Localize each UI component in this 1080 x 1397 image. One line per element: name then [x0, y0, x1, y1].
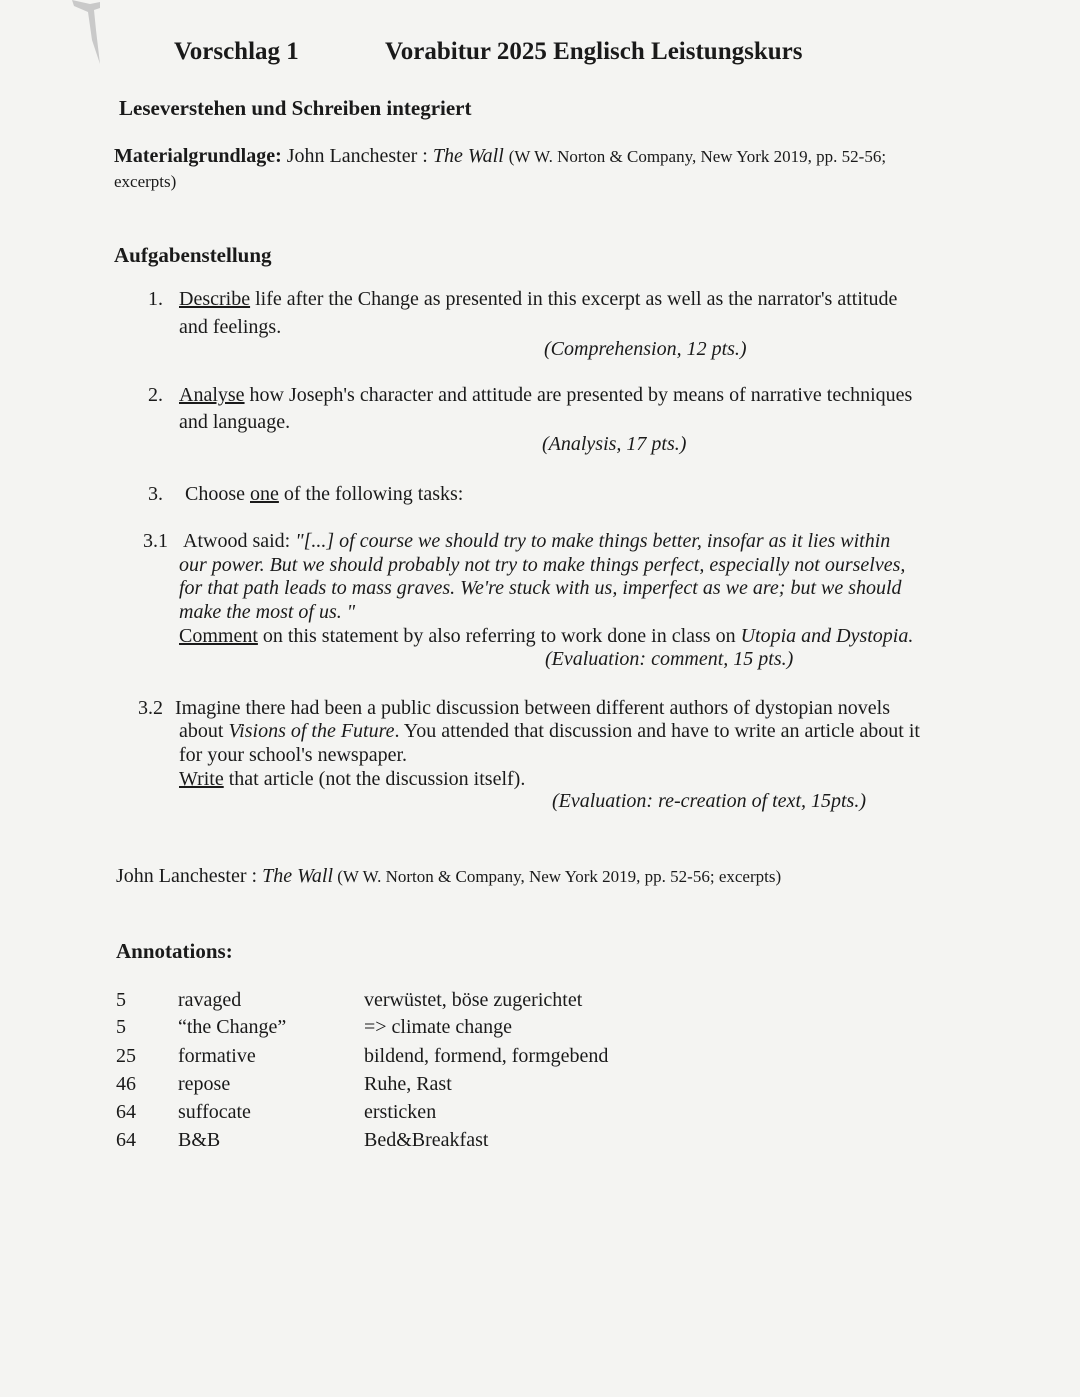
task-2-line1: Analyse how Joseph's character and attitude are presented by means of narrative techniques: [179, 384, 913, 406]
task-3-1-verb: Comment: [179, 625, 258, 647]
material-details-cont: excerpts): [114, 172, 177, 191]
material-label: Materialgrundlage:: [114, 145, 282, 167]
task-3-one: one: [250, 483, 279, 505]
task-2-line2: and language.: [179, 411, 291, 433]
task-3-2-line3: for your school's newspaper.: [179, 744, 407, 766]
source-title: The Wall: [262, 865, 334, 887]
task-2-number: 2.: [148, 384, 163, 406]
proposal-label: Vorschlag 1: [174, 38, 299, 65]
material-title: The Wall: [432, 145, 504, 167]
task-3-2-topic: Visions of the Future: [228, 720, 395, 742]
task-2-verb: Analyse: [179, 384, 245, 406]
exam-title: Vorabitur 2025 Englisch Leistungskurs: [385, 38, 803, 65]
source-line: John Lanchester : The Wall (W W. Norton & Company, New York 2019, pp. 52-56; excerpts): [116, 865, 782, 887]
task-2-points: (Analysis, 17 pts.): [542, 433, 687, 455]
scan-corner-mark: [70, 0, 140, 70]
annotations-heading: Annotations:: [116, 939, 233, 963]
task-3-1-topic: Utopia and Dystopia.: [740, 625, 914, 647]
task-3-1-line2: our power. But we should probably not try to make things perfect, especially not ourselves,: [179, 554, 906, 576]
task-3-1-line3: for that path leads to mass graves. We're stuck with us, imperfect as we are; but we should: [179, 577, 902, 599]
material-line: [114, 145, 886, 168]
exam-page: Vorschlag 1 Vorabitur 2025 Englisch Leistungskurs Leseverstehen und Schreiben integriert Materialgrundlage: John Lanchester : The Wall (W W. Norton & Company, New York 2019, pp. 52-56; excerpts) Aufgabenstellung 1. Describe life after the Change as presented in this excerpt as well as the narrator's attitude and feelings. (Comprehension, 12 pts.) 2. Analyse how Joseph's character and attitude are presented by means of narrative techniques and language. (Analysis, 17 pts.) 3. Choose one of the following tasks: 3.1 Atwood said: "[...] of course we should try to make things better, insofar as it lies within our power. But we should probably not try to make things perfect, especially not ourselves, for that path leads to mass graves. We're stuck with us, imperfect as we are; but we should make the most of us. " Comment on this statement by also referring to work done in class on Utopia and Dystopia. (Evaluation: comment, 15 pts.) 3.2 Imagine there had been a public discussion between different authors of dystopian novels about Visions of the Future. You attended that discussion and have to write an article about it for your school's newspaper. Write that article (not the discussion itself). (Evaluation: re-creation of text, 15pts.) John Lanchester : The Wall (W W. Norton & Company, New York 2019, pp. 52-56; excerpts) Annotations: 5 ravaged verwüstet, böse zugerichtet 5 “the Change” => climate change 25 formative bildend, formend, formgebend 46 repose Ruhe, Rast 64 suffocate ersticken 64 B&B Bed&Breakfast: [0, 0, 1080, 1397]
task-3-2-number: 3.2: [138, 697, 163, 719]
material-author: John Lanchester :: [286, 145, 433, 167]
task-3-1-line5: Comment on this statement by also referring to work done in class on Utopia and Dystopia.: [179, 625, 914, 647]
task-1-verb: Describe: [179, 288, 251, 310]
task-1-points: (Comprehension, 12 pts.): [544, 338, 747, 360]
task-3-line: Choose one of the following tasks:: [185, 483, 464, 505]
task-3-1-line1: Atwood said: "[...] of course we should try to make things better, insofar as it lies within: [183, 530, 891, 552]
task-3-2-verb: Write: [179, 768, 224, 790]
task-3-number: 3.: [148, 483, 163, 505]
task-3-1-points: (Evaluation: comment, 15 pts.): [545, 648, 794, 670]
task-3-1-line4: make the most of us. ": [179, 601, 356, 623]
task-1-line2: and feelings.: [179, 316, 282, 338]
tasks-heading: Aufgabenstellung: [114, 243, 272, 267]
atwood-quote: "[...] of course we should try to make things better, insofar as it lies within: [295, 530, 891, 552]
task-1-line1: Describe life after the Change as presented in this excerpt as well as the narrator's attitude: [179, 288, 898, 310]
task-3-2-points: (Evaluation: re-creation of text, 15pts.): [552, 790, 866, 812]
section-title: Leseverstehen und Schreiben integriert: [119, 96, 472, 120]
task-1-number: 1.: [148, 288, 163, 310]
task-3-1-number: 3.1: [143, 530, 168, 552]
task-3-2-line1: Imagine there had been a public discussion between different authors of dystopian novels: [175, 697, 890, 719]
task-3-2-line2: about Visions of the Future. You attended that discussion and have to write an article about it: [179, 720, 920, 742]
material-details: (W W. Norton & Company, New York 2019, pp. 52-56;: [508, 147, 887, 166]
task-3-2-line4: Write that article (not the discussion itself).: [179, 768, 526, 790]
